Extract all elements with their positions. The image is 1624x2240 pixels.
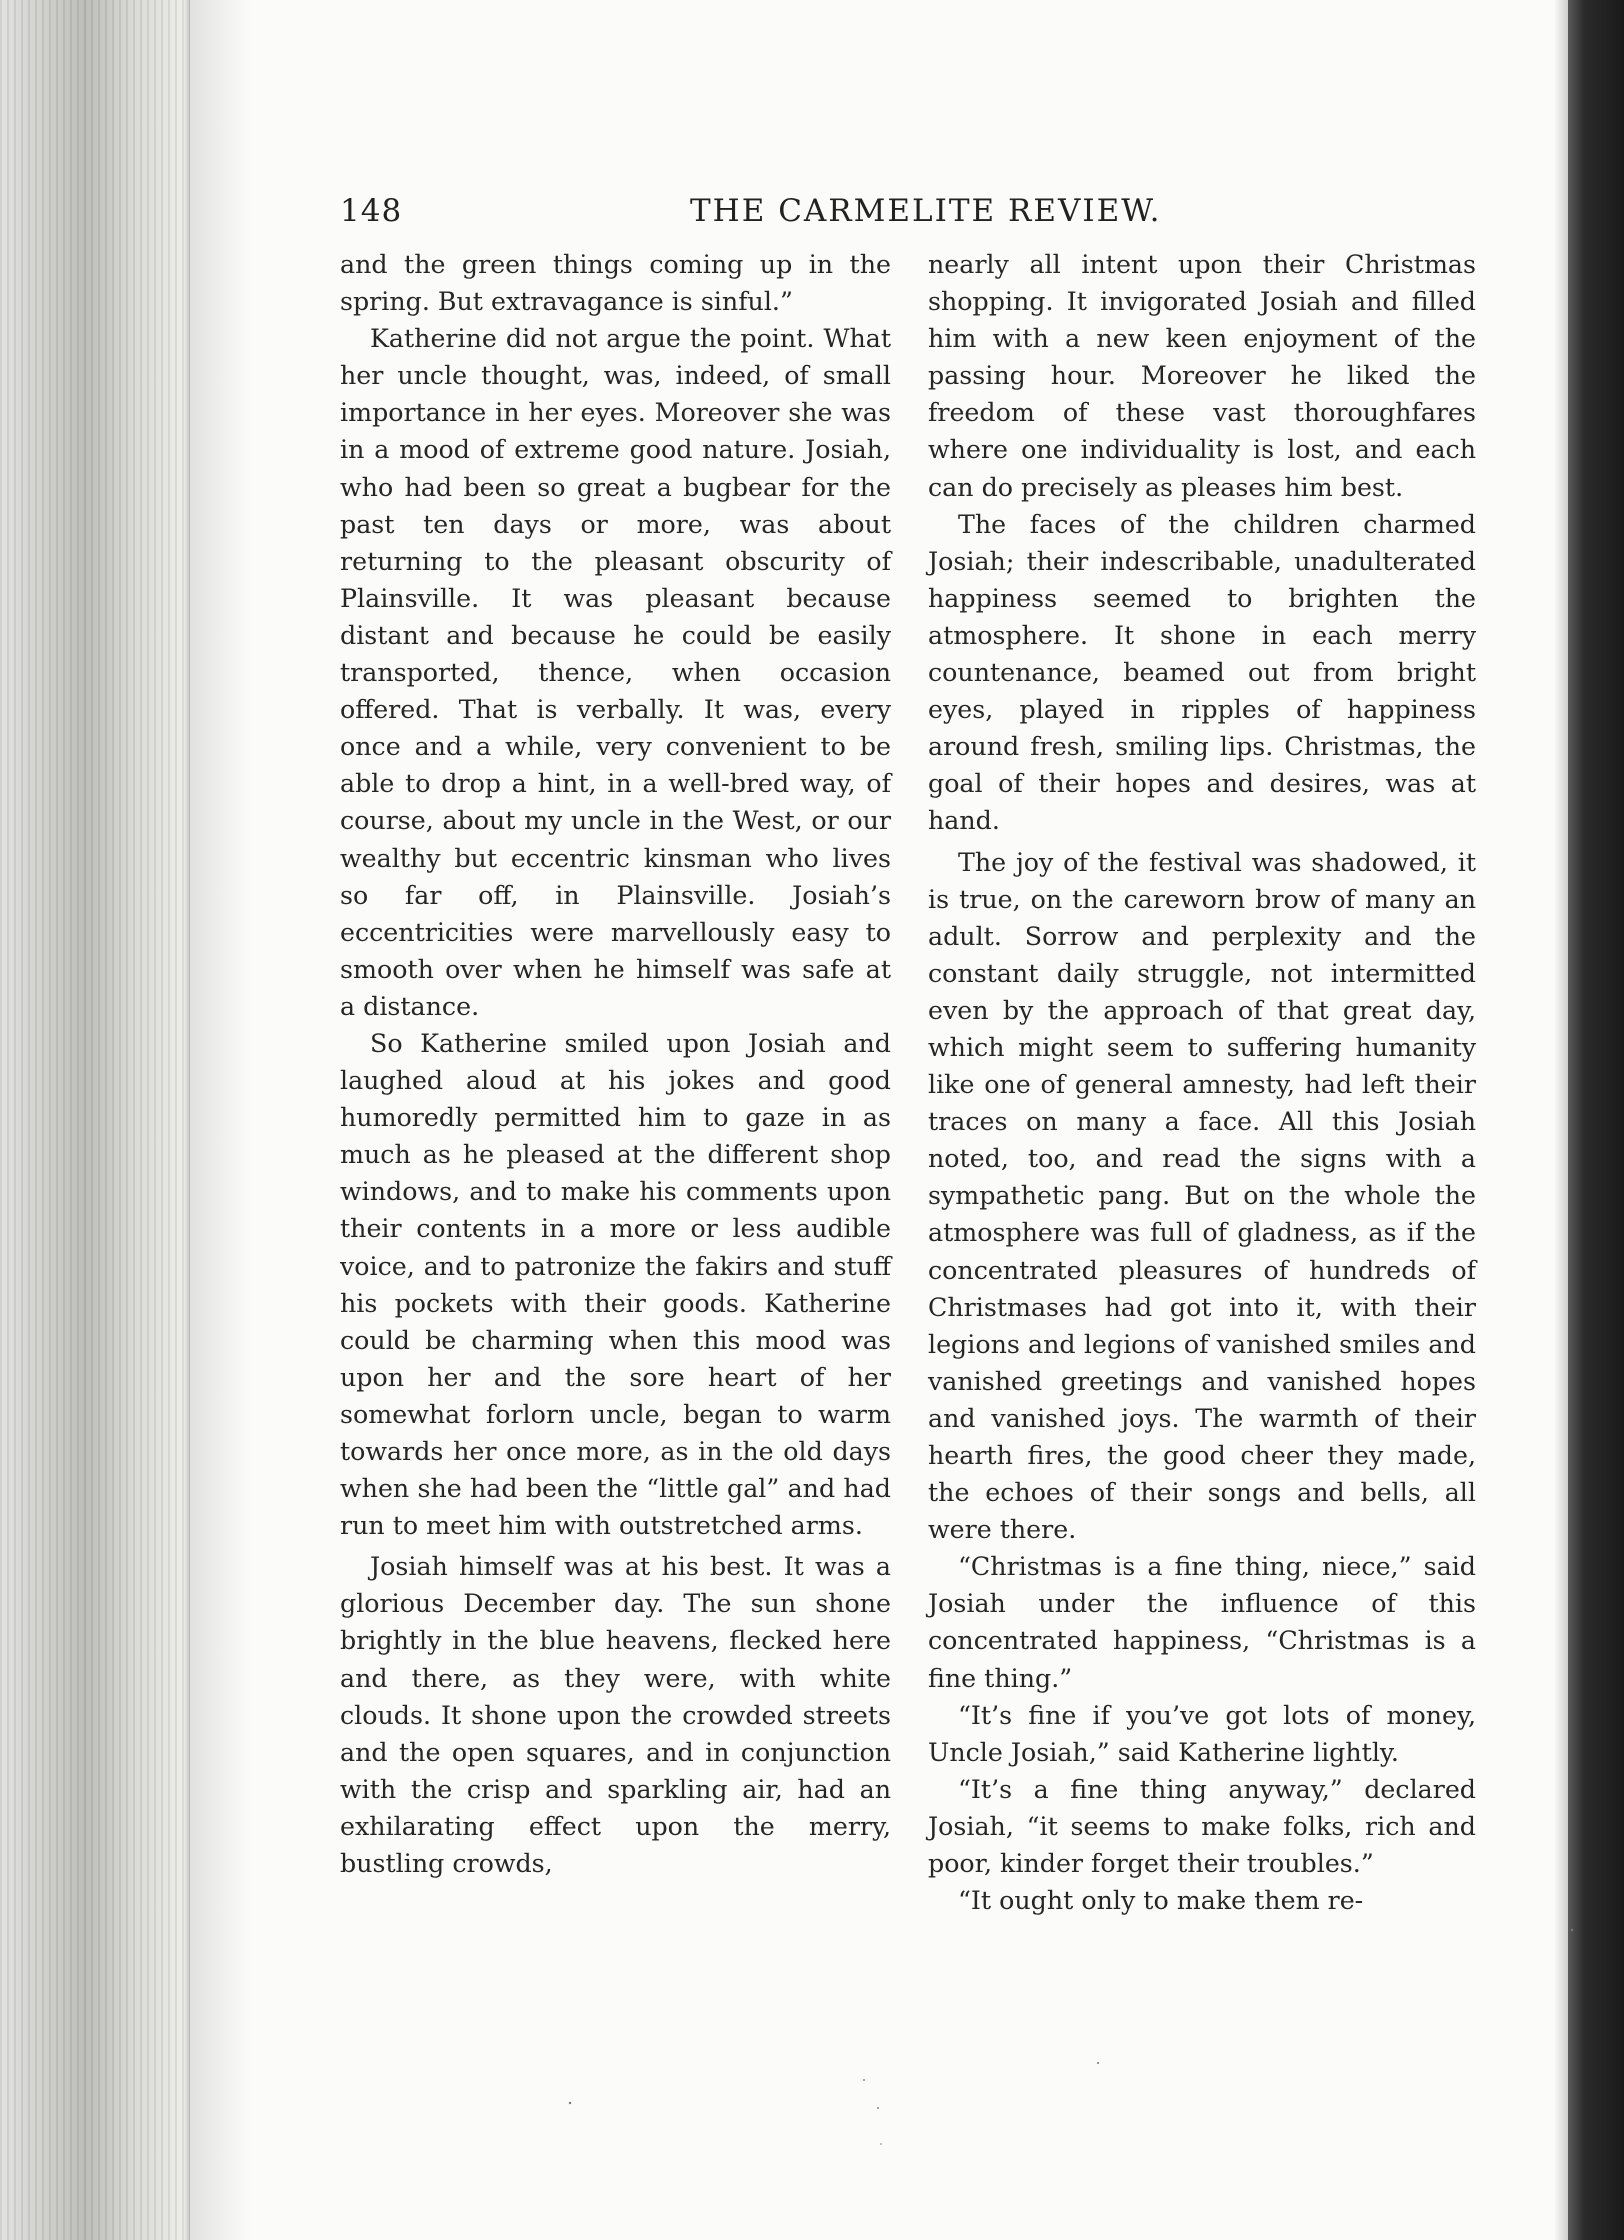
paragraph: “It’s a fine thing anyway,” declared Josiah, “it seems to make folks, rich and poor, kinder forget their troubles.”	[928, 1774, 1476, 1879]
running-title: THE CARMELITE REVIEW.	[690, 193, 1162, 229]
running-header	[340, 193, 1475, 237]
book-page-edges	[0, 0, 190, 2240]
paragraph: The faces of the children charmed Josiah; their indescribable, unadulterated happiness seemed to brighten the atmosphere. It shone in each merry countenance, beamed out from bright eyes, played in ripples of happiness around fresh, smiling lips. Christmas, the goal of their hopes and desires, was at hand.	[928, 509, 1476, 836]
paragraph: “It’s fine if you’ve got lots of money, Uncle Josiah,” said Katherine lightly.	[928, 1700, 1476, 1767]
paragraph: nearly all intent upon their Christmas shopping. It invigorated Josiah and filled him with a new keen enjoyment of the passing hour. Moreover he liked the freedom of these vast thoroughfares where one individuality is lost, and each can do precisely as pleases him best.	[928, 250, 1476, 502]
paragraph: Katherine did not argue the point. What her uncle thought, was, indeed, of small importance in her eyes. Moreover she was in a mood of extreme good nature. Josiah, who had been so great a bugbear for the past ten days or more, was about returning to the pleasant obscurity of Plainsville. It was pleasant because distant and because he could be easily transported, thence, when occasion offered. That is verbally. It was, every once and a while, very convenient to be able to drop a hint, in a well-bred way, of course, about my uncle in the West, or our wealthy but eccentric kinsman who lives so far off, in Plainsville. Josiah’s eccentricities were marvellously easy to smooth over when he himself was safe at a distance.	[340, 324, 891, 1021]
paragraph: “It ought only to make them re-	[958, 1886, 1364, 1916]
paragraph: and the green things coming up in the spring. But extravagance is sinful.”	[340, 250, 891, 317]
paragraph: “Christmas is a fine thing, niece,” said Josiah under the influence of this concentrated happiness, “Christmas is a fine thing.”	[928, 1552, 1476, 1693]
book-spine-edge	[1568, 0, 1624, 2240]
right-column	[928, 246, 1476, 1919]
left-column	[340, 246, 891, 1882]
paragraph: So Katherine smiled upon Josiah and laughed aloud at his jokes and good humoredly permitted him to gaze in as much as he pleased at the different shop windows, and to make his comments upon their contents in a more or less audible voice, and to patronize the fakirs and stuff his pockets with their goods. Katherine could be charming when this mood was upon her and the sore heart of her somewhat forlorn uncle, began to warm towards her once more, as in the old days when she had been the “little gal” and had run to meet him with outstretched arms.	[340, 1028, 891, 1541]
gutter-shadow	[190, 0, 250, 2240]
page-number: 148	[340, 193, 403, 229]
paragraph: The joy of the festival was shadowed, it is true, on the careworn brow of many an adult. Sorrow and perplexity and the constant daily struggle, not intermitted even by the approach of that great day, which might seem to suffering humanity like one of general amnesty, had left their traces on many a face. All this Josiah noted, too, and read the signs with a sympathetic pang. But on the whole the atmosphere was full of gladness, as if the concentrated pleasures of hundreds of Christmases had got into it, with their legions and legions of vanished smiles and vanished greetings and vanished hopes and vanished joys. The warmth of their hearth fires, the good cheer they made, the echoes of their songs and bells, all were there.	[928, 847, 1476, 1545]
paragraph: Josiah himself was at his best. It was a glorious December day. The sun shone brightly in the blue heavens, flecked here and there, as they were, with white clouds. It shone upon the crowded streets and the open squares, and in conjunction with the crisp and sparkling air, had an exhilarating effect upon the merry, bustling crowds,	[340, 1552, 891, 1879]
